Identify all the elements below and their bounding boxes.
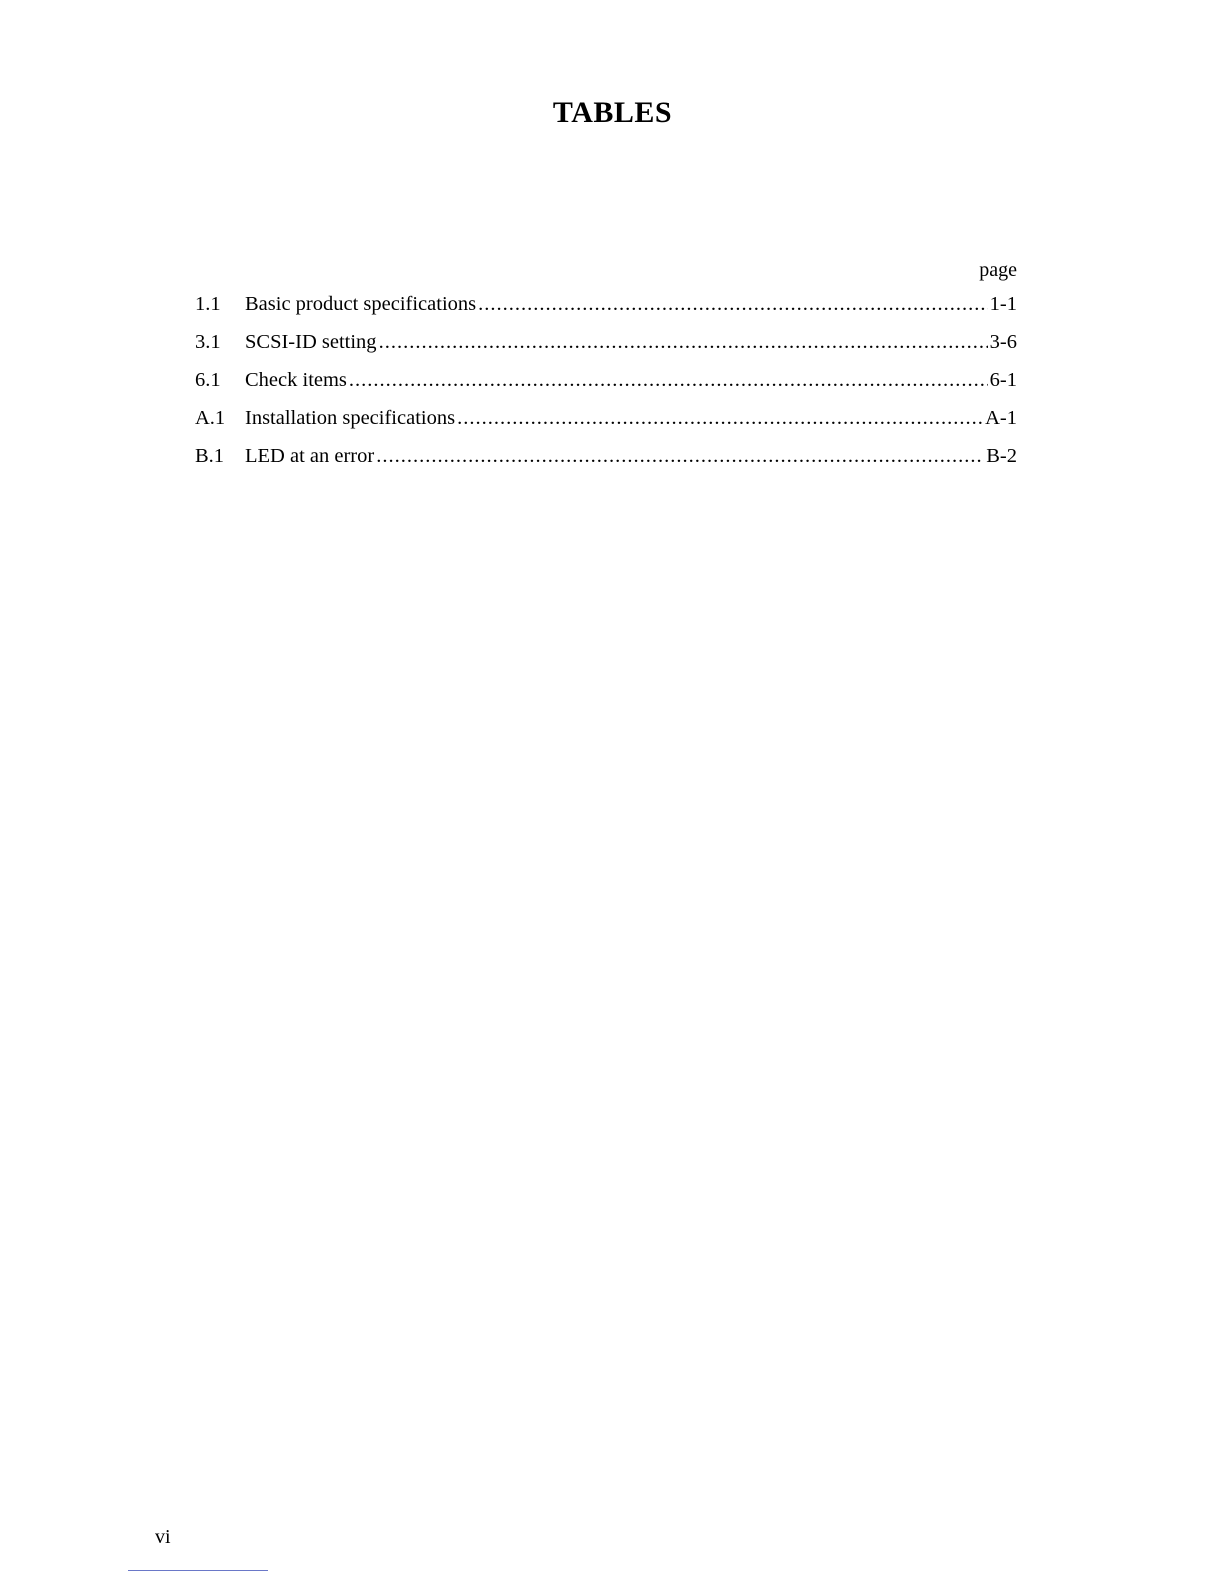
dot-leader (376, 437, 984, 475)
dot-leader (379, 323, 988, 361)
table-entry (195, 323, 1017, 361)
entry-page: 1-1 (989, 293, 1017, 315)
page-column-header: page (979, 259, 1017, 281)
entry-number: 3.1 (195, 331, 221, 353)
entry-page: A-1 (985, 407, 1017, 429)
table-list (195, 255, 1017, 475)
entry-number: 6.1 (195, 369, 221, 391)
dot-leader (457, 399, 983, 437)
entry-label: Check items (245, 369, 347, 391)
table-entry (195, 399, 1017, 437)
table-entry (195, 437, 1017, 475)
entry-label: LED at an error (245, 445, 375, 467)
entry-page: B-2 (986, 445, 1017, 467)
entry-number: B.1 (195, 445, 225, 467)
entry-number: A.1 (195, 407, 226, 429)
entry-label: Installation specifications (245, 407, 456, 429)
entry-page: 3-6 (989, 331, 1017, 353)
entry-number: 1.1 (195, 293, 221, 315)
page-number: vi (155, 1526, 171, 1548)
table-entry (195, 285, 1017, 323)
entry-page: 6-1 (989, 369, 1017, 391)
entry-label: Basic product specifications (245, 293, 477, 315)
dot-leader (478, 285, 988, 323)
entry-label: SCSI-ID setting (245, 331, 377, 353)
dot-leader (349, 361, 988, 399)
page-title: TABLES (552, 96, 673, 129)
table-entry (195, 361, 1017, 399)
footer-rule (128, 1570, 268, 1571)
